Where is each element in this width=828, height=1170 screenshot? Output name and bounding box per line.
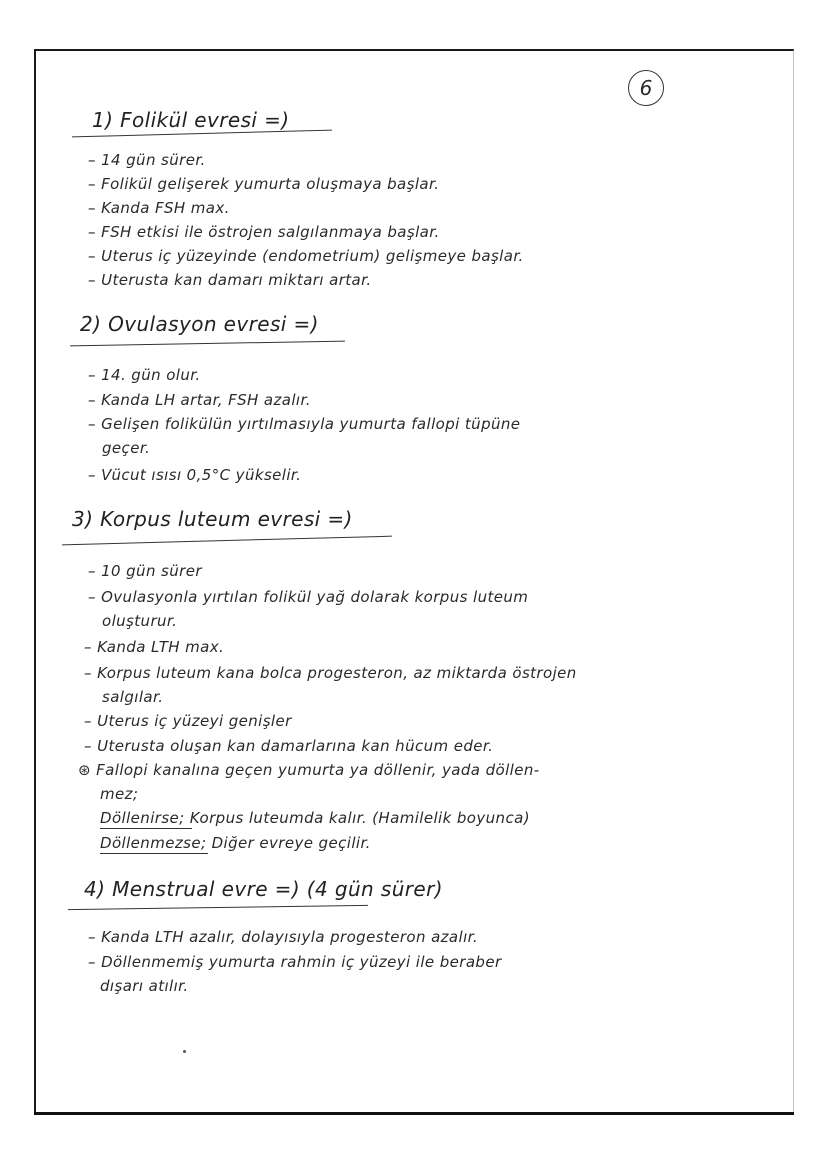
note-line: – 10 gün sürer: [88, 562, 202, 580]
note-line: – Kanda FSH max.: [88, 199, 230, 217]
title-underline: [68, 905, 368, 910]
section-title: 3) Korpus luteum evresi =): [72, 507, 353, 531]
note-line: – Ovulasyonla yırtılan folikül yağ dolarak korpus luteum: [88, 588, 529, 606]
note-line: ⊛ Fallopi kanalına geçen yumurta ya döllenir, yada döllen-: [78, 761, 540, 779]
note-line: Döllenmezse; Diğer evreye geçilir.: [100, 834, 371, 852]
note-line: Döllenirse; Korpus luteumda kalır. (Hamilelik boyunca): [100, 809, 530, 827]
section-title: 2) Ovulasyon evresi =): [80, 312, 319, 336]
note-line: – 14 gün sürer.: [88, 151, 206, 169]
note-line: – Gelişen folikülün yırtılmasıyla yumurta fallopi tüpüne: [88, 415, 521, 433]
note-line: dışarı atılır.: [100, 977, 189, 995]
page-number-circle: [628, 70, 664, 106]
text-underline: [100, 853, 208, 854]
title-underline: [70, 341, 345, 347]
note-line: – Uterus iç yüzeyi genişler: [84, 712, 292, 730]
page-number: 6: [639, 76, 653, 100]
note-line: – Korpus luteum kana bolca progesteron, az miktarda östrojen: [84, 664, 577, 682]
note-line: – Kanda LH artar, FSH azalır.: [88, 391, 311, 409]
note-line: – Uterusta kan damarı miktarı artar.: [88, 271, 372, 289]
page-edge-left: [34, 49, 36, 1115]
note-line: – Döllenmemiş yumurta rahmin iç yüzeyi ile beraber: [88, 953, 502, 971]
page-edge-right: [793, 49, 794, 1115]
title-underline: [62, 536, 392, 546]
note-line: – Kanda LTH max.: [84, 638, 225, 656]
page-edge-bottom: [34, 1112, 794, 1115]
note-line: salgılar.: [102, 688, 164, 706]
note-line: – FSH etkisi ile östrojen salgılanmaya başlar.: [88, 223, 440, 241]
note-line: – Vücut ısısı 0,5°C yükselir.: [88, 466, 302, 484]
section-title: 4) Menstrual evre =) (4 gün sürer): [84, 877, 443, 901]
note-line: – Uterusta oluşan kan damarlarına kan hücum eder.: [84, 737, 494, 755]
ink-dot: [183, 1050, 186, 1053]
note-line: – Folikül gelişerek yumurta oluşmaya başlar.: [88, 175, 440, 193]
note-line: mez;: [100, 785, 139, 803]
page-edge-top: [34, 49, 794, 51]
note-line: – Uterus iç yüzeyinde (endometrium) gelişmeye başlar.: [88, 247, 524, 265]
section-title: 1) Folikül evresi =): [92, 108, 290, 132]
note-line: oluşturur.: [102, 612, 178, 630]
note-line: geçer.: [102, 439, 151, 457]
text-underline: [100, 828, 192, 829]
note-line: – Kanda LTH azalır, dolayısıyla progesteron azalır.: [88, 928, 479, 946]
note-line: – 14. gün olur.: [88, 366, 201, 384]
